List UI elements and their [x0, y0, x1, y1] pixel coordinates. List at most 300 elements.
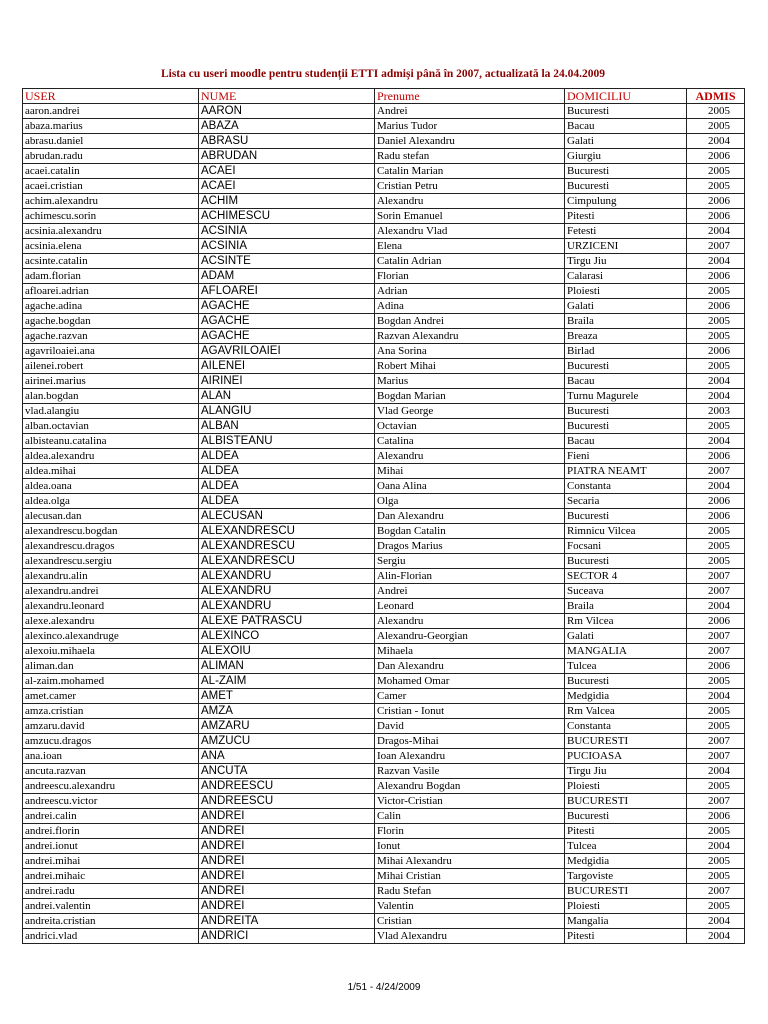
- cell-domiciliu: Bucuresti: [565, 674, 687, 689]
- cell-domiciliu: Bucuresti: [565, 164, 687, 179]
- cell-user: agache.razvan: [23, 329, 199, 344]
- cell-domiciliu: Tulcea: [565, 839, 687, 854]
- cell-nume: ABRUDAN: [199, 149, 375, 164]
- cell-nume: ALECUSAN: [199, 509, 375, 524]
- cell-admis: 2005: [687, 164, 745, 179]
- cell-nume: AMET: [199, 689, 375, 704]
- table-row: [23, 539, 745, 554]
- cell-prenume: Mohamed Omar: [375, 674, 565, 689]
- cell-domiciliu: URZICENI: [565, 239, 687, 254]
- table-row: [23, 254, 745, 269]
- cell-admis: 2007: [687, 734, 745, 749]
- cell-admis: 2004: [687, 929, 745, 944]
- cell-domiciliu: Bucuresti: [565, 419, 687, 434]
- cell-prenume: Catalin Marian: [375, 164, 565, 179]
- cell-domiciliu: Focsani: [565, 539, 687, 554]
- cell-prenume: Bogdan Andrei: [375, 314, 565, 329]
- cell-admis: 2005: [687, 899, 745, 914]
- cell-prenume: Cristian - Ionut: [375, 704, 565, 719]
- table-row: [23, 464, 745, 479]
- cell-user: vlad.alangiu: [23, 404, 199, 419]
- cell-user: al-zaim.mohamed: [23, 674, 199, 689]
- cell-prenume: Andrei: [375, 584, 565, 599]
- cell-nume: ALEXANDRESCU: [199, 539, 375, 554]
- table-row: [23, 839, 745, 854]
- cell-prenume: Catalin Adrian: [375, 254, 565, 269]
- table-row: [23, 119, 745, 134]
- cell-domiciliu: Mangalia: [565, 914, 687, 929]
- table-row: [23, 779, 745, 794]
- cell-nume: AGACHE: [199, 299, 375, 314]
- cell-user: ana.ioan: [23, 749, 199, 764]
- table-row: [23, 269, 745, 284]
- cell-user: aaron.andrei: [23, 104, 199, 119]
- cell-user: aldea.mihai: [23, 464, 199, 479]
- cell-admis: 2004: [687, 389, 745, 404]
- cell-prenume: Razvan Vasile: [375, 764, 565, 779]
- cell-nume: ALBISTEANU: [199, 434, 375, 449]
- cell-admis: 2006: [687, 659, 745, 674]
- table-row: [23, 389, 745, 404]
- cell-domiciliu: Birlad: [565, 344, 687, 359]
- cell-user: agache.bogdan: [23, 314, 199, 329]
- cell-nume: AFLOAREI: [199, 284, 375, 299]
- header-row: [23, 89, 745, 104]
- cell-domiciliu: Constanta: [565, 719, 687, 734]
- cell-prenume: Cristian: [375, 914, 565, 929]
- cell-domiciliu: Bacau: [565, 374, 687, 389]
- cell-prenume: Florin: [375, 824, 565, 839]
- cell-user: aldea.olga: [23, 494, 199, 509]
- cell-nume: ALEXANDRU: [199, 569, 375, 584]
- cell-nume: ALDEA: [199, 479, 375, 494]
- table-row: [23, 659, 745, 674]
- cell-nume: ALEXOIU: [199, 644, 375, 659]
- cell-user: alan.bogdan: [23, 389, 199, 404]
- cell-nume: ALDEA: [199, 464, 375, 479]
- cell-user: ailenei.robert: [23, 359, 199, 374]
- cell-admis: 2005: [687, 554, 745, 569]
- cell-nume: ANDREESCU: [199, 794, 375, 809]
- cell-nume: ACSINIA: [199, 224, 375, 239]
- table-row: [23, 209, 745, 224]
- cell-nume: ANDREI: [199, 869, 375, 884]
- cell-domiciliu: Galati: [565, 629, 687, 644]
- cell-admis: 2006: [687, 299, 745, 314]
- table-row: [23, 104, 745, 119]
- cell-user: alexandru.leonard: [23, 599, 199, 614]
- cell-admis: 2006: [687, 209, 745, 224]
- cell-prenume: Octavian: [375, 419, 565, 434]
- cell-user: alexandrescu.bogdan: [23, 524, 199, 539]
- cell-prenume: David: [375, 719, 565, 734]
- table-row: [23, 134, 745, 149]
- cell-admis: 2006: [687, 449, 745, 464]
- cell-nume: ADAM: [199, 269, 375, 284]
- cell-user: amza.cristian: [23, 704, 199, 719]
- cell-domiciliu: Tirgu Jiu: [565, 254, 687, 269]
- table-row: [23, 644, 745, 659]
- cell-domiciliu: MANGALIA: [565, 644, 687, 659]
- cell-prenume: Dragos-Mihai: [375, 734, 565, 749]
- cell-user: alexandru.alin: [23, 569, 199, 584]
- table-row: [23, 434, 745, 449]
- cell-user: aliman.dan: [23, 659, 199, 674]
- cell-nume: ACSINIA: [199, 239, 375, 254]
- table-row: [23, 149, 745, 164]
- cell-admis: 2004: [687, 764, 745, 779]
- cell-prenume: Catalina: [375, 434, 565, 449]
- cell-admis: 2005: [687, 869, 745, 884]
- cell-prenume: Mihaela: [375, 644, 565, 659]
- cell-admis: 2006: [687, 509, 745, 524]
- cell-admis: 2004: [687, 254, 745, 269]
- cell-domiciliu: Ploiesti: [565, 284, 687, 299]
- table-row: [23, 284, 745, 299]
- cell-domiciliu: Bucuresti: [565, 554, 687, 569]
- cell-nume: AGAVRILOAIEI: [199, 344, 375, 359]
- cell-prenume: Marius: [375, 374, 565, 389]
- cell-prenume: Ionut: [375, 839, 565, 854]
- cell-nume: ANDREI: [199, 809, 375, 824]
- cell-admis: 2006: [687, 149, 745, 164]
- cell-prenume: Alin-Florian: [375, 569, 565, 584]
- cell-domiciliu: Giurgiu: [565, 149, 687, 164]
- table-row: [23, 554, 745, 569]
- cell-nume: ACAEI: [199, 164, 375, 179]
- cell-domiciliu: Bucuresti: [565, 404, 687, 419]
- table-row: [23, 164, 745, 179]
- cell-domiciliu: Rimnicu Vilcea: [565, 524, 687, 539]
- cell-nume: ANDREESCU: [199, 779, 375, 794]
- cell-prenume: Leonard: [375, 599, 565, 614]
- cell-prenume: Alexandru: [375, 614, 565, 629]
- header-admis: ADMIS: [687, 89, 745, 104]
- cell-nume: ALEXANDRU: [199, 584, 375, 599]
- cell-domiciliu: Breaza: [565, 329, 687, 344]
- cell-prenume: Bogdan Marian: [375, 389, 565, 404]
- cell-user: acaei.catalin: [23, 164, 199, 179]
- header-user: USER: [23, 89, 199, 104]
- cell-domiciliu: Medgidia: [565, 689, 687, 704]
- cell-prenume: Oana Alina: [375, 479, 565, 494]
- cell-nume: ABRASU: [199, 134, 375, 149]
- table-row: [23, 404, 745, 419]
- cell-admis: 2004: [687, 434, 745, 449]
- cell-prenume: Alexandru Vlad: [375, 224, 565, 239]
- page-footer: 1/51 - 4/24/2009: [347, 982, 421, 993]
- cell-prenume: Mihai: [375, 464, 565, 479]
- cell-user: abrudan.radu: [23, 149, 199, 164]
- table-row: [23, 629, 745, 644]
- cell-admis: 2006: [687, 344, 745, 359]
- cell-admis: 2005: [687, 704, 745, 719]
- cell-nume: ALEXANDRESCU: [199, 554, 375, 569]
- cell-user: acaei.cristian: [23, 179, 199, 194]
- cell-admis: 2006: [687, 194, 745, 209]
- cell-user: andrei.radu: [23, 884, 199, 899]
- cell-domiciliu: Turnu Magurele: [565, 389, 687, 404]
- cell-user: amzaru.david: [23, 719, 199, 734]
- cell-domiciliu: BUCURESTI: [565, 794, 687, 809]
- table-row: [23, 479, 745, 494]
- cell-admis: 2005: [687, 719, 745, 734]
- header-prenume: Prenume: [375, 89, 565, 104]
- cell-prenume: Daniel Alexandru: [375, 134, 565, 149]
- table-body: [23, 104, 745, 944]
- cell-domiciliu: Secaria: [565, 494, 687, 509]
- cell-user: albisteanu.catalina: [23, 434, 199, 449]
- cell-prenume: Florian: [375, 269, 565, 284]
- cell-domiciliu: Targoviste: [565, 869, 687, 884]
- cell-user: andrei.ionut: [23, 839, 199, 854]
- cell-domiciliu: Bucuresti: [565, 809, 687, 824]
- table-row: [23, 764, 745, 779]
- cell-domiciliu: Fieni: [565, 449, 687, 464]
- cell-domiciliu: PUCIOASA: [565, 749, 687, 764]
- table-row: [23, 419, 745, 434]
- cell-admis: 2007: [687, 569, 745, 584]
- table-row: [23, 689, 745, 704]
- cell-domiciliu: Bucuresti: [565, 509, 687, 524]
- cell-prenume: Cristian Petru: [375, 179, 565, 194]
- cell-prenume: Andrei: [375, 104, 565, 119]
- cell-user: alexe.alexandru: [23, 614, 199, 629]
- cell-domiciliu: Bacau: [565, 119, 687, 134]
- cell-user: achim.alexandru: [23, 194, 199, 209]
- cell-domiciliu: Bucuresti: [565, 179, 687, 194]
- cell-nume: ALEXE PATRASCU: [199, 614, 375, 629]
- cell-user: alecusan.dan: [23, 509, 199, 524]
- cell-prenume: Radu stefan: [375, 149, 565, 164]
- cell-nume: ANDREI: [199, 839, 375, 854]
- cell-nume: ALAN: [199, 389, 375, 404]
- cell-nume: ANDREI: [199, 824, 375, 839]
- table-row: [23, 299, 745, 314]
- cell-prenume: Ana Sorina: [375, 344, 565, 359]
- cell-admis: 2005: [687, 359, 745, 374]
- cell-prenume: Dan Alexandru: [375, 509, 565, 524]
- cell-domiciliu: PIATRA NEAMT: [565, 464, 687, 479]
- table-row: [23, 329, 745, 344]
- cell-nume: AMZUCU: [199, 734, 375, 749]
- cell-admis: 2007: [687, 884, 745, 899]
- cell-prenume: Calin: [375, 809, 565, 824]
- cell-admis: 2004: [687, 224, 745, 239]
- table-row: [23, 449, 745, 464]
- cell-user: alexinco.alexandruge: [23, 629, 199, 644]
- cell-user: andrei.florin: [23, 824, 199, 839]
- table-row: [23, 869, 745, 884]
- cell-admis: 2005: [687, 824, 745, 839]
- cell-domiciliu: Galati: [565, 299, 687, 314]
- cell-user: abrasu.daniel: [23, 134, 199, 149]
- table-row: [23, 704, 745, 719]
- table-row: [23, 359, 745, 374]
- table-row: [23, 224, 745, 239]
- table-row: [23, 884, 745, 899]
- table-row: [23, 569, 745, 584]
- table-row: [23, 794, 745, 809]
- table-row: [23, 719, 745, 734]
- cell-admis: 2007: [687, 749, 745, 764]
- cell-domiciliu: Galati: [565, 134, 687, 149]
- cell-admis: 2005: [687, 104, 745, 119]
- cell-admis: 2007: [687, 794, 745, 809]
- table-row: [23, 914, 745, 929]
- cell-user: aldea.oana: [23, 479, 199, 494]
- cell-admis: 2005: [687, 779, 745, 794]
- cell-domiciliu: Cimpulung: [565, 194, 687, 209]
- cell-admis: 2005: [687, 419, 745, 434]
- cell-domiciliu: Calarasi: [565, 269, 687, 284]
- cell-nume: ACHIMESCU: [199, 209, 375, 224]
- cell-nume: ANDREI: [199, 854, 375, 869]
- cell-user: andrei.mihaic: [23, 869, 199, 884]
- cell-nume: ACSINTE: [199, 254, 375, 269]
- cell-user: andrei.mihai: [23, 854, 199, 869]
- cell-nume: ALIMAN: [199, 659, 375, 674]
- cell-user: alexandru.andrei: [23, 584, 199, 599]
- cell-prenume: Valentin: [375, 899, 565, 914]
- cell-nume: ANDREI: [199, 884, 375, 899]
- cell-prenume: Mihai Alexandru: [375, 854, 565, 869]
- cell-domiciliu: Ploiesti: [565, 899, 687, 914]
- cell-user: andrei.valentin: [23, 899, 199, 914]
- cell-nume: ALEXANDRU: [199, 599, 375, 614]
- cell-user: abaza.marius: [23, 119, 199, 134]
- cell-domiciliu: Pitesti: [565, 929, 687, 944]
- cell-nume: AIRINEI: [199, 374, 375, 389]
- cell-prenume: Ioan Alexandru: [375, 749, 565, 764]
- cell-user: agache.adina: [23, 299, 199, 314]
- cell-user: airinei.marius: [23, 374, 199, 389]
- cell-prenume: Sergiu: [375, 554, 565, 569]
- cell-user: aldea.alexandru: [23, 449, 199, 464]
- cell-nume: ANCUTA: [199, 764, 375, 779]
- cell-nume: AL-ZAIM: [199, 674, 375, 689]
- cell-user: agavriloaiei.ana: [23, 344, 199, 359]
- cell-user: andreita.cristian: [23, 914, 199, 929]
- cell-nume: ABAZA: [199, 119, 375, 134]
- cell-nume: ANDREITA: [199, 914, 375, 929]
- cell-prenume: Razvan Alexandru: [375, 329, 565, 344]
- cell-admis: 2005: [687, 329, 745, 344]
- cell-nume: AGACHE: [199, 314, 375, 329]
- cell-admis: 2004: [687, 839, 745, 854]
- cell-domiciliu: Ploiesti: [565, 779, 687, 794]
- cell-nume: ANDRICI: [199, 929, 375, 944]
- table-row: [23, 749, 745, 764]
- cell-admis: 2006: [687, 614, 745, 629]
- cell-user: alexandrescu.dragos: [23, 539, 199, 554]
- cell-nume: AGACHE: [199, 329, 375, 344]
- cell-nume: ALANGIU: [199, 404, 375, 419]
- cell-admis: 2004: [687, 689, 745, 704]
- cell-prenume: Sorin Emanuel: [375, 209, 565, 224]
- cell-nume: ANA: [199, 749, 375, 764]
- cell-admis: 2005: [687, 674, 745, 689]
- cell-nume: ANDREI: [199, 899, 375, 914]
- cell-user: adam.florian: [23, 269, 199, 284]
- cell-admis: 2005: [687, 119, 745, 134]
- cell-prenume: Vlad Alexandru: [375, 929, 565, 944]
- table-row: [23, 929, 745, 944]
- cell-admis: 2007: [687, 629, 745, 644]
- cell-admis: 2004: [687, 374, 745, 389]
- header-domiciliu: DOMICILIU: [565, 89, 687, 104]
- cell-admis: 2006: [687, 809, 745, 824]
- cell-prenume: Olga: [375, 494, 565, 509]
- cell-prenume: Vlad George: [375, 404, 565, 419]
- cell-admis: 2007: [687, 464, 745, 479]
- cell-admis: 2005: [687, 524, 745, 539]
- table-row: [23, 734, 745, 749]
- cell-domiciliu: Tirgu Jiu: [565, 764, 687, 779]
- cell-domiciliu: Tulcea: [565, 659, 687, 674]
- cell-domiciliu: Bucuresti: [565, 359, 687, 374]
- cell-domiciliu: Fetesti: [565, 224, 687, 239]
- users-table: [22, 88, 745, 944]
- cell-prenume: Alexandru Bogdan: [375, 779, 565, 794]
- table-row: [23, 614, 745, 629]
- cell-prenume: Camer: [375, 689, 565, 704]
- table-row: [23, 314, 745, 329]
- table-row: [23, 344, 745, 359]
- table-row: [23, 824, 745, 839]
- table-row: [23, 599, 745, 614]
- cell-domiciliu: Rm Vilcea: [565, 614, 687, 629]
- cell-nume: ALBAN: [199, 419, 375, 434]
- cell-admis: 2003: [687, 404, 745, 419]
- header-nume: NUME: [199, 89, 375, 104]
- cell-domiciliu: Braila: [565, 599, 687, 614]
- cell-admis: 2004: [687, 479, 745, 494]
- cell-user: acsinia.elena: [23, 239, 199, 254]
- cell-prenume: Mihai Cristian: [375, 869, 565, 884]
- cell-domiciliu: BUCURESTI: [565, 734, 687, 749]
- table-row: [23, 809, 745, 824]
- cell-domiciliu: Pitesti: [565, 824, 687, 839]
- cell-nume: AMZA: [199, 704, 375, 719]
- cell-domiciliu: Bucuresti: [565, 104, 687, 119]
- cell-domiciliu: Suceava: [565, 584, 687, 599]
- cell-admis: 2005: [687, 314, 745, 329]
- cell-prenume: Alexandru: [375, 449, 565, 464]
- cell-prenume: Robert Mihai: [375, 359, 565, 374]
- table-row: [23, 854, 745, 869]
- table-row: [23, 179, 745, 194]
- cell-user: andrei.calin: [23, 809, 199, 824]
- cell-prenume: Adina: [375, 299, 565, 314]
- cell-prenume: Marius Tudor: [375, 119, 565, 134]
- cell-admis: 2005: [687, 854, 745, 869]
- cell-nume: ALDEA: [199, 449, 375, 464]
- cell-user: acsinia.alexandru: [23, 224, 199, 239]
- cell-nume: ALEXANDRESCU: [199, 524, 375, 539]
- table-row: [23, 524, 745, 539]
- cell-nume: ACHIM: [199, 194, 375, 209]
- cell-domiciliu: Rm Valcea: [565, 704, 687, 719]
- cell-user: achimescu.sorin: [23, 209, 199, 224]
- table-row: [23, 374, 745, 389]
- cell-admis: 2007: [687, 239, 745, 254]
- cell-user: ancuta.razvan: [23, 764, 199, 779]
- cell-admis: 2005: [687, 539, 745, 554]
- cell-domiciliu: Pitesti: [565, 209, 687, 224]
- cell-user: alexoiu.mihaela: [23, 644, 199, 659]
- cell-domiciliu: Constanta: [565, 479, 687, 494]
